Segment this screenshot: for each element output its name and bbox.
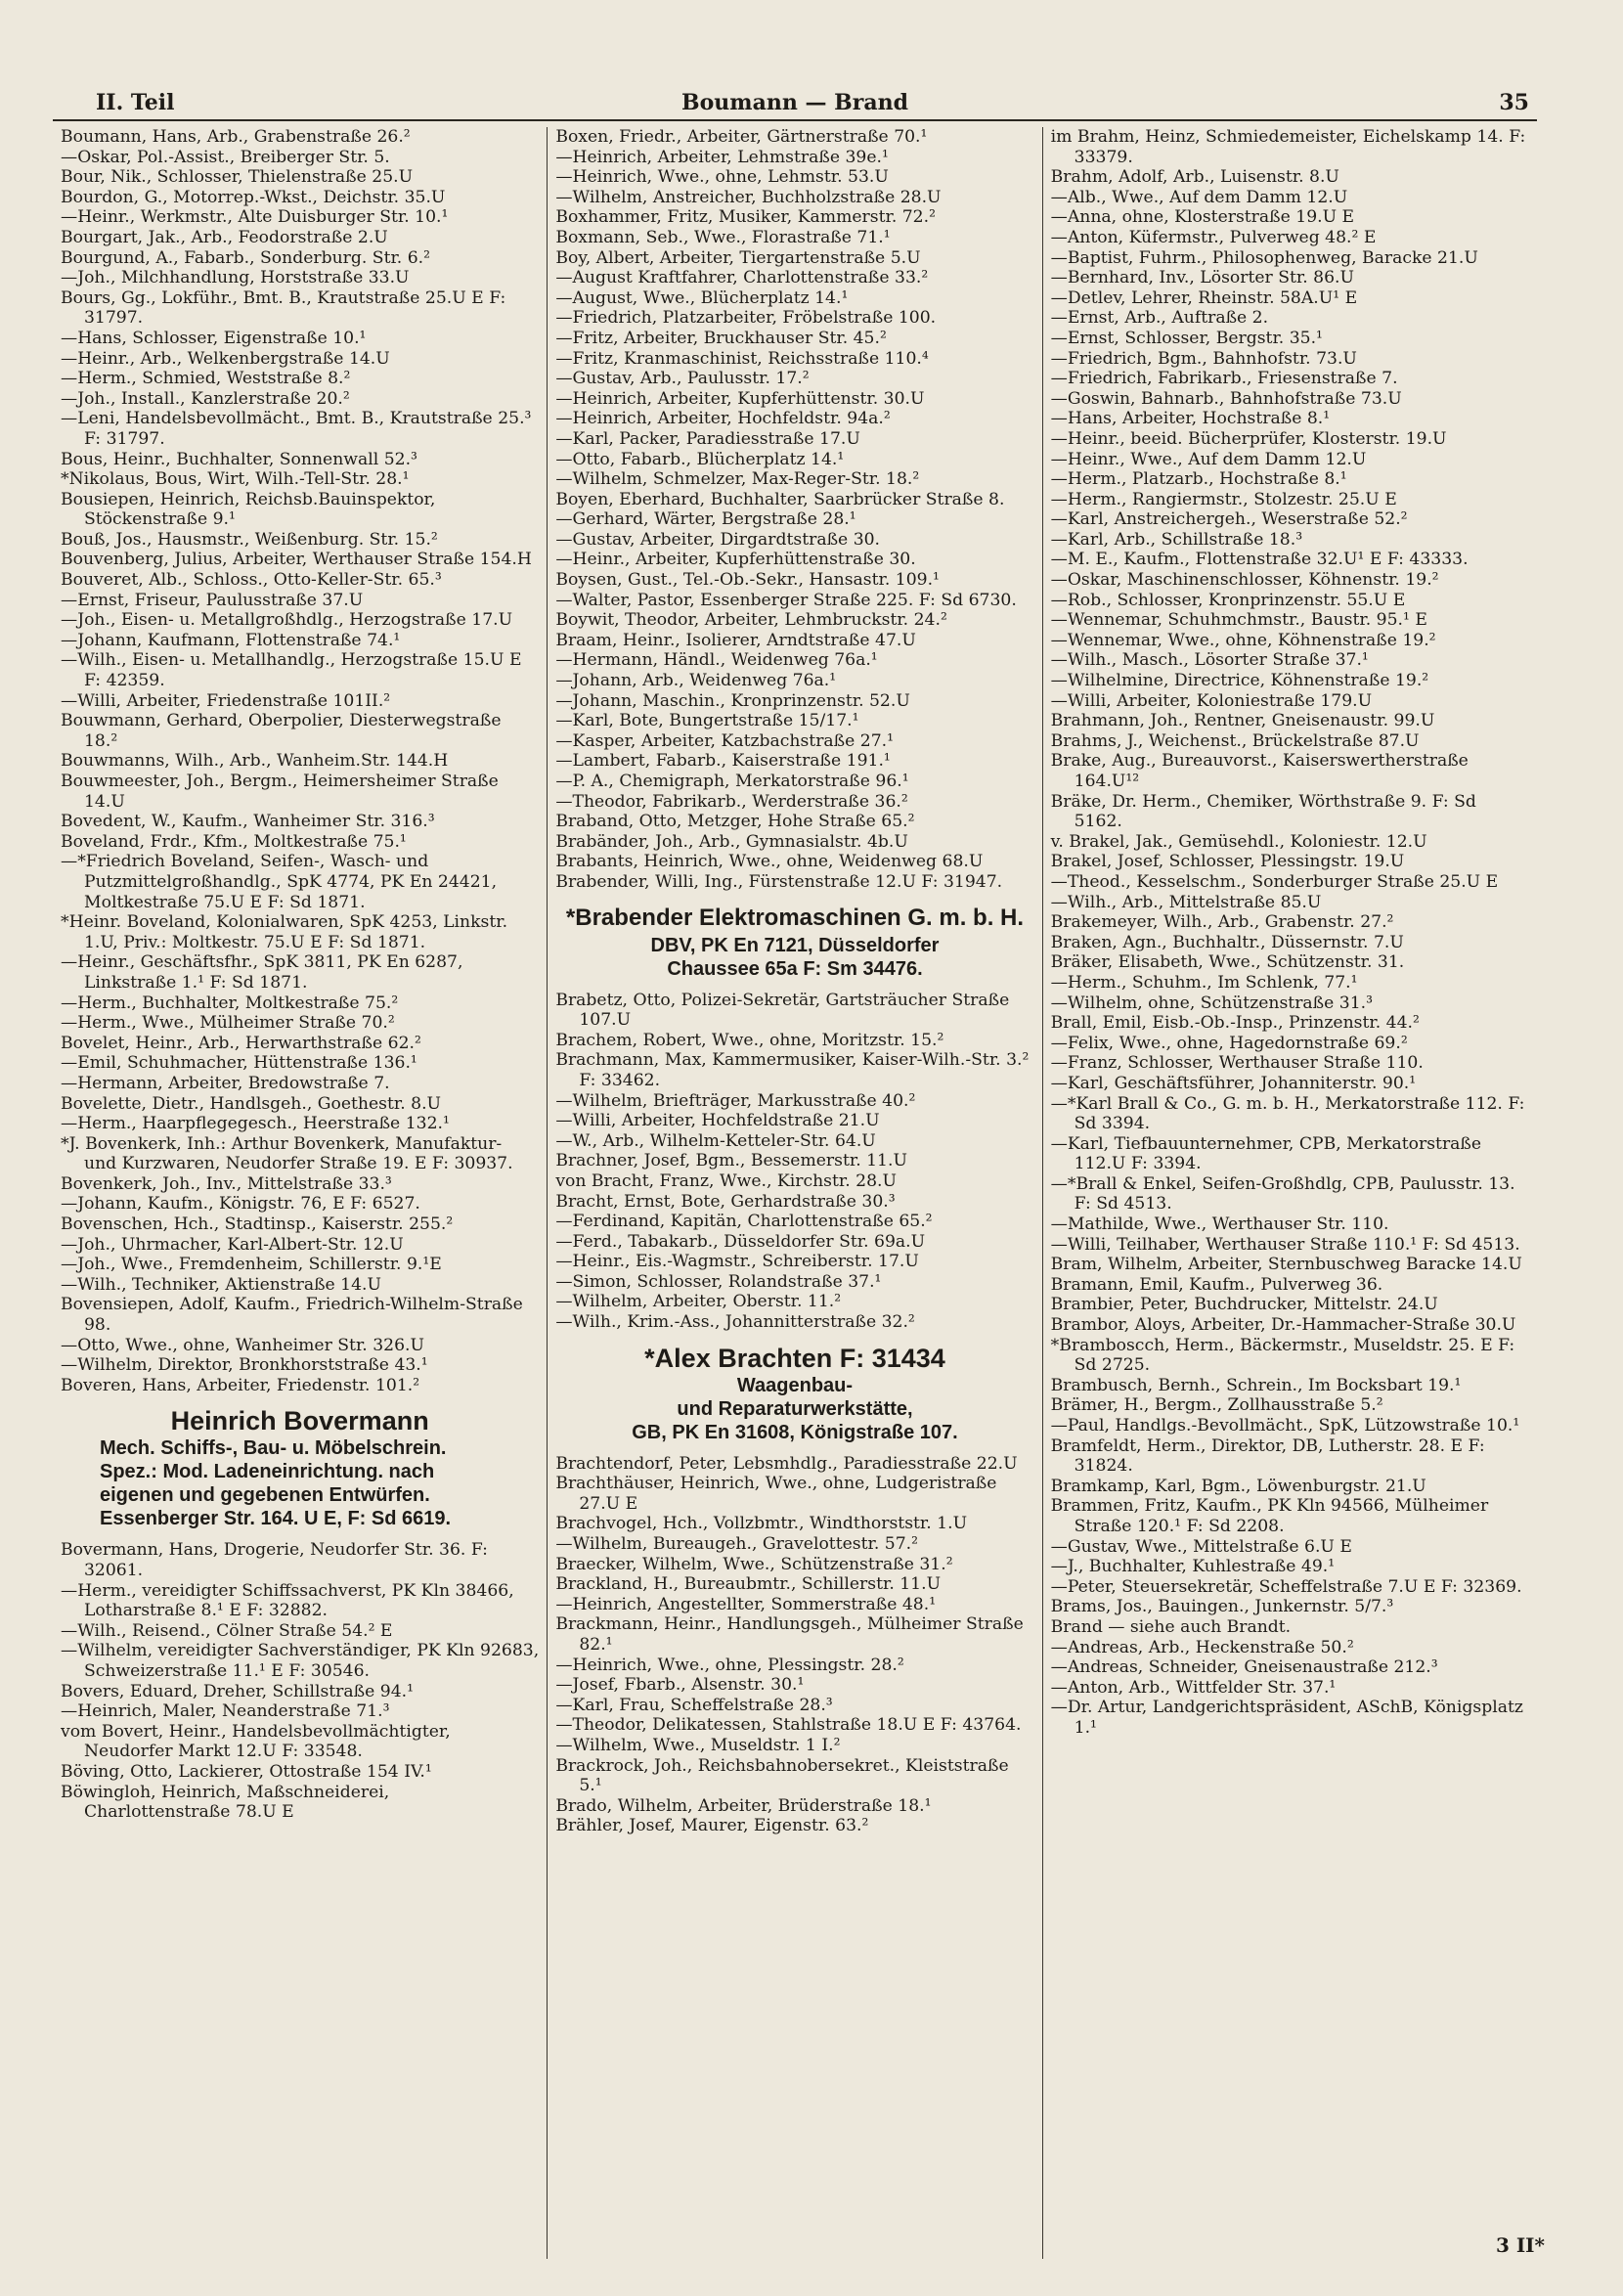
directory-entry: Brabants, Heinrich, Wwe., ohne, Weidenweg 68.U — [555, 852, 984, 872]
advertisement-brachten — [555, 1343, 1033, 1444]
ad-line: DBV, PK En 7121, Düsseldorfer — [650, 934, 940, 956]
directory-entry: Bramfeldt, Herm., Direktor, DB, Lutherstr. 28. E F: 31824. — [1050, 1435, 1485, 1477]
directory-entry: Brambusch, Bernh., Schrein., Im Bocksbart 19.¹ — [1050, 1375, 1462, 1395]
directory-entry: —Heinrich, Wwe., ohne, Lehmstr. 53.U — [555, 167, 889, 188]
directory-entry: —Herm., Schmied, Weststraße 8.² — [61, 369, 351, 389]
directory-entry: Braecker, Wilhelm, Wwe., Schützenstraße 31.² — [555, 1554, 953, 1574]
directory-entry: Braband, Otto, Metzger, Hohe Straße 65.² — [555, 812, 915, 832]
directory-entry: —M. E., Kaufm., Flottenstraße 32.U¹ E F: 43333. — [1050, 550, 1469, 570]
directory-entry: —Heinr., beeid. Bücherprüfer, Klosterstr. 19.U — [1050, 428, 1447, 449]
column-2-entries-top — [555, 127, 1033, 893]
ad-line: Mech. Schiffs-, Bau- u. Möbelschrein. — [100, 1437, 447, 1460]
directory-entry: —Heinr., Werkmstr., Alte Duisburger Str. 10.¹ — [61, 207, 449, 228]
directory-entry: —Heinrich, Arbeiter, Lehmstraße 39e.¹ — [555, 147, 889, 167]
directory-entry: —Baptist, Fuhrm., Philosophenweg, Baracke 21.U — [1050, 247, 1478, 268]
directory-entry: —Emil, Schuhmacher, Hüttenstraße 136.¹ — [61, 1053, 417, 1074]
directory-entry: Brahm, Adolf, Arb., Luisenstr. 8.U — [1050, 167, 1339, 188]
directory-entry: —Lambert, Fabarb., Kaiserstraße 191.¹ — [555, 751, 891, 772]
directory-entry: —Hans, Schlosser, Eigenstraße 10.¹ — [61, 328, 367, 348]
directory-entry: Brammen, Fritz, Kaufm., PK Kln 94566, Mülheimer Straße 120.¹ F: Sd 2208. — [1050, 1496, 1489, 1536]
directory-entry: Bovenschen, Hch., Stadtinsp., Kaiserstr. 255.² — [61, 1214, 454, 1235]
directory-entry: —Wilhelm, Direktor, Bronkhorststraße 43.¹ — [61, 1355, 428, 1376]
directory-entry: Bourgart, Jak., Arb., Feodorstraße 2.U — [61, 227, 388, 247]
directory-entry: —Anton, Arb., Wittfelder Str. 37.¹ — [1050, 1677, 1337, 1698]
directory-entry: —Peter, Steuersekretär, Scheffelstraße 7.U E F: 32369. — [1050, 1576, 1522, 1597]
directory-entry: —Willi, Arbeiter, Hochfeldstraße 21.U — [555, 1111, 880, 1131]
page-header — [53, 86, 1537, 121]
directory-entry: —Ernst, Arb., Auftraße 2. — [1050, 308, 1269, 329]
directory-entry: —Wilhelmine, Directrice, Köhnenstraße 19.² — [1050, 671, 1429, 691]
directory-entry: —Wilh., Arb., Mittelstraße 85.U — [1050, 892, 1322, 912]
directory-entry: Brabetz, Otto, Polizei-Sekretär, Gartsträucher Straße 107.U — [555, 990, 1010, 1031]
directory-entry: —Anton, Küfermstr., Pulverweg 48.² E — [1050, 227, 1377, 247]
directory-entry: —Karl, Bote, Bungertstraße 15/17.¹ — [555, 711, 859, 731]
header-running-title: Boumann — Brand — [681, 90, 908, 115]
directory-entry: Bräker, Elisabeth, Wwe., Schützenstr. 31. — [1050, 952, 1405, 973]
directory-entry: —Johann, Kaufm., Königstr. 76, E F: 6527. — [61, 1194, 420, 1214]
directory-entry: —Ernst, Schlosser, Bergstr. 35.¹ — [1050, 328, 1323, 348]
directory-entry: —Rob., Schlosser, Kronprinzenstr. 55.U E — [1050, 590, 1406, 610]
directory-entry: —Theodor, Delikatessen, Stahlstraße 18.U E F: 43764. — [555, 1715, 1022, 1736]
page-number: 35 — [1499, 90, 1529, 115]
directory-entry: —Fritz, Kranmaschinist, Reichsstraße 110.⁴ — [555, 348, 929, 369]
directory-entry: —Herm., Wwe., Mülheimer Straße 70.² — [61, 1013, 395, 1034]
directory-entry: —Gustav, Arbeiter, Dirgardtstraße 30. — [555, 529, 881, 550]
directory-entry: Brakemeyer, Wilh., Arb., Grabenstr. 27.² — [1050, 912, 1394, 933]
directory-entry: Bouwmeester, Joh., Bergm., Heimersheimer Straße 14.U — [61, 772, 499, 812]
directory-entry: Brachtendorf, Peter, Lebsmhdlg., Paradiesstraße 22.U — [555, 1453, 1018, 1474]
directory-entry: Brackrock, Joh., Reichsbahnobersekret., Kleiststraße 5.¹ — [555, 1755, 1009, 1796]
directory-entry: Brake, Aug., Bureauvorst., Kaiserswertherstraße 164.U¹² — [1050, 751, 1469, 791]
directory-entry: —Wilh., Masch., Lösorter Straße 37.¹ — [1050, 650, 1369, 671]
directory-entry: —Heinr., Arbeiter, Kupferhüttenstraße 30. — [555, 550, 916, 570]
directory-entry: Bovenkerk, Joh., Inv., Mittelstraße 33.³ — [61, 1173, 392, 1194]
directory-entry: —Wilh., Eisen- u. Metallhandlg., Herzogstraße 15.U E F: 42359. — [61, 650, 522, 691]
directory-entry: —Oskar, Pol.-Assist., Breiberger Str. 5. — [61, 147, 390, 167]
directory-entry: —Detlev, Lehrer, Rheinstr. 58A.U¹ E — [1050, 287, 1358, 308]
directory-entry: —*Friedrich Boveland, Seifen-, Wasch- und Putzmittelgroßhandlg., SpK 4774, PK En 24421, Moltkestraße 75.U E F: Sd 1871. — [61, 852, 498, 912]
directory-entry: —Heinrich, Arbeiter, Hochfeldstr. 94a.² — [555, 409, 891, 429]
column-3-entries — [1051, 127, 1529, 1739]
directory-entry: —Theod., Kesselschm., Sonderburger Straße 25.U E — [1050, 871, 1499, 892]
directory-entry: —J., Buchhalter, Kuhlestraße 49.¹ — [1050, 1557, 1336, 1577]
directory-entry: —Otto, Fabarb., Blücherplatz 14.¹ — [555, 449, 845, 469]
directory-entry: —Ferd., Tabakarb., Düsseldorfer Str. 69a.U — [555, 1231, 926, 1252]
ad-title: *Alex Brachten F: 31434 — [644, 1343, 945, 1373]
page-signature: 3 II* — [1495, 2233, 1545, 2257]
directory-entry: —Wilhelm, vereidigter Sachverständiger, PK Kln 92683, Schweizerstraße 11.¹ E F: 30546. — [61, 1641, 540, 1681]
directory-entry: Bräke, Dr. Herm., Chemiker, Wörthstraße 9. F: Sd 5162. — [1050, 791, 1476, 832]
directory-entry: —Heinrich, Maler, Neanderstraße 71.³ — [61, 1701, 390, 1722]
ad-lines — [555, 934, 1033, 981]
ad-line: Spez.: Mod. Ladeneinrichtung. nach — [100, 1461, 435, 1483]
directory-entry: Böwingloh, Heinrich, Maßschneiderei, Charlottenstraße 78.U E — [61, 1782, 390, 1823]
directory-entry: —Friedrich, Bgm., Bahnhofstr. 73.U — [1050, 348, 1357, 369]
directory-entry: —Gerhard, Wärter, Bergstraße 28.¹ — [555, 509, 856, 530]
ad-line: Essenberger Str. 164. U E, F: Sd 6619. — [100, 1508, 452, 1530]
directory-entry: Brachner, Josef, Bgm., Bessemerstr. 11.U — [555, 1151, 907, 1171]
directory-entry: —Hans, Arbeiter, Hochstraße 8.¹ — [1050, 409, 1331, 429]
directory-entry: Brand — siehe auch Brandt. — [1050, 1616, 1292, 1637]
column-2 — [547, 127, 1041, 2259]
directory-entry: —Wilhelm, Wwe., Museldstr. 1 I.² — [555, 1735, 841, 1755]
directory-entry: Brachmann, Max, Kammermusiker, Kaiser-Wilh.-Str. 3.² F: 33462. — [555, 1050, 1030, 1090]
directory-entry: —Alb., Wwe., Auf dem Damm 12.U — [1050, 187, 1348, 207]
directory-entry: Bramkamp, Karl, Bgm., Löwenburgstr. 21.U — [1050, 1476, 1426, 1496]
directory-entry: —Theodor, Fabrikarb., Werderstraße 36.² — [555, 791, 908, 812]
directory-entry: Bovensiepen, Adolf, Kaufm., Friedrich-Wilhelm-Straße 98. — [61, 1295, 523, 1336]
directory-entry: Boveren, Hans, Arbeiter, Friedenstr. 101.² — [61, 1375, 420, 1395]
directory-entry: —Willi, Arbeiter, Friedenstraße 101II.² — [61, 690, 391, 711]
directory-entry: Bouveret, Alb., Schloss., Otto-Keller-Str. 65.³ — [61, 570, 442, 591]
directory-entry: —Heinrich, Wwe., ohne, Plessingstr. 28.² — [555, 1655, 904, 1675]
ad-title: Heinrich Bovermann — [170, 1406, 429, 1436]
directory-entry: Bousiepen, Heinrich, Reichsb.Bauinspektor, Stöckenstraße 9.¹ — [61, 489, 436, 530]
directory-entry: —Joh., Uhrmacher, Karl-Albert-Str. 12.U — [61, 1234, 404, 1255]
directory-entry: —Karl, Arb., Schillstraße 18.³ — [1050, 529, 1303, 550]
directory-entry: —Josef, Fbarb., Alsenstr. 30.¹ — [555, 1675, 805, 1696]
directory-entry: Brahms, J., Weichenst., Brückelstraße 87.U — [1050, 730, 1420, 751]
ad-line: und Reparaturwerkstätte, — [677, 1397, 913, 1420]
directory-entry: —Karl, Geschäftsführer, Johanniterstr. 90.¹ — [1050, 1073, 1417, 1093]
directory-entry: —Gustav, Arb., Paulusstr. 17.² — [555, 369, 810, 389]
directory-entry: —Karl, Tiefbauunternehmer, CPB, Merkatorstraße 112.U F: 3394. — [1050, 1133, 1482, 1174]
directory-entry: Boxen, Friedr., Arbeiter, Gärtnerstraße 70.¹ — [555, 127, 928, 147]
directory-entry: —Heinrich, Arbeiter, Kupferhüttenstr. 30.U — [555, 388, 925, 409]
directory-entry: —Karl, Packer, Paradiesstraße 17.U — [555, 428, 860, 449]
directory-entry: —Friedrich, Fabrikarb., Friesenstraße 7. — [1050, 369, 1398, 389]
directory-entry: Bovedent, W., Kaufm., Wanheimer Str. 316.³ — [61, 812, 435, 832]
directory-entry: —Joh., Eisen- u. Metallgroßhdlg., Herzogstraße 17.U — [61, 610, 513, 631]
directory-entry: —Leni, Handelsbevollmächt., Bmt. B., Krautstraße 25.³ F: 31797. — [61, 409, 532, 449]
directory-entry: Bram, Wilhelm, Arbeiter, Sternbuschweg Baracke 14.U — [1050, 1255, 1522, 1275]
directory-entry: Bouvenberg, Julius, Arbeiter, Werthauser Straße 154.H — [61, 550, 532, 570]
directory-entry: —Wilh., Reisend., Cölner Straße 54.² E — [61, 1620, 393, 1641]
directory-entry: von Bracht, Franz, Wwe., Kirchstr. 28.U — [555, 1170, 897, 1191]
directory-entry: Bouwmann, Gerhard, Oberpolier, Diesterwegstraße 18.² — [61, 711, 502, 751]
directory-entry: Boxmann, Seb., Wwe., Florastraße 71.¹ — [555, 227, 891, 247]
directory-entry: —Fritz, Arbeiter, Bruckhauser Str. 45.² — [555, 328, 887, 348]
directory-entry: —Andreas, Arb., Heckenstraße 50.² — [1050, 1637, 1354, 1657]
directory-entry: Brado, Wilhelm, Arbeiter, Brüderstraße 18.¹ — [555, 1795, 932, 1816]
directory-entry: —Kasper, Arbeiter, Katzbachstraße 27.¹ — [555, 730, 895, 751]
directory-entry: *J. Bovenkerk, Inh.: Arthur Bovenkerk, Manufaktur- und Kurzwaren, Neudorfer Straße 19. E F: 30937. — [61, 1133, 513, 1174]
directory-entry: —Walter, Pastor, Essenberger Straße 225. F: Sd 6730. — [555, 590, 1017, 610]
directory-entry: Boxhammer, Fritz, Musiker, Kammerstr. 72.² — [555, 207, 936, 228]
ad-title: *Brabender Elektromaschinen G. m. b. H. — [565, 904, 1025, 931]
directory-entry: Bovelette, Dietr., Handlsgeh., Goethestr. 8.U — [61, 1093, 442, 1114]
directory-entry: —*Brall & Enkel, Seifen-Großhdlg, CPB, Paulusstr. 13. F: Sd 4513. — [1050, 1173, 1515, 1214]
directory-entry: —Herm., Schuhm., Im Schlenk, 77.¹ — [1050, 972, 1358, 993]
directory-entry: —Simon, Schlosser, Rolandstraße 37.¹ — [555, 1271, 882, 1292]
column-3 — [1042, 127, 1537, 2259]
directory-entry: —Herm., Rangiermstr., Stolzestr. 25.U E — [1050, 489, 1397, 509]
directory-entry: —Ferdinand, Kapitän, Charlottenstraße 65.² — [555, 1212, 933, 1232]
directory-entry: —Dr. Artur, Landgerichtspräsident, ASchB, Königsplatz 1.¹ — [1050, 1698, 1523, 1738]
directory-entry: Braam, Heinr., Isolierer, Arndtstraße 47.U — [555, 630, 916, 650]
directory-entry: —Johann, Maschin., Kronprinzenstr. 52.U — [555, 690, 910, 711]
ad-line: Chaussee 65a F: Sm 34476. — [667, 957, 923, 980]
header-section: II. Teil — [96, 90, 175, 115]
directory-entry: —Anna, ohne, Klosterstraße 19.U E — [1050, 207, 1355, 228]
directory-entry: —Joh., Wwe., Fremdenheim, Schillerstr. 9.¹E — [61, 1255, 442, 1275]
directory-entry: Bourdon, G., Motorrep.-Wkst., Deichstr. 35.U — [61, 187, 446, 207]
directory-entry: Brambier, Peter, Buchdrucker, Mittelstr. 24.U — [1050, 1295, 1438, 1315]
directory-entry: Brabänder, Joh., Arb., Gymnasialstr. 4b.U — [555, 831, 908, 852]
directory-entry: Bramann, Emil, Kaufm., Pulverweg 36. — [1050, 1274, 1383, 1295]
directory-entry: Boumann, Hans, Arb., Grabenstraße 26.² — [61, 127, 411, 147]
directory-entry: —Johann, Kaufmann, Flottenstraße 74.¹ — [61, 630, 401, 650]
directory-entry: —Karl, Anstreichergeh., Weserstraße 52.² — [1050, 509, 1408, 530]
directory-entry: Bouwmanns, Wilh., Arb., Wanheim.Str. 144.H — [61, 751, 449, 772]
directory-entry: —August, Wwe., Blücherplatz 14.¹ — [555, 287, 849, 308]
ad-line: Waagenbau- — [736, 1374, 854, 1396]
directory-entry: —Wilh., Techniker, Aktienstraße 14.U — [61, 1274, 382, 1295]
directory-entry: —P. A., Chemigraph, Merkatorstraße 96.¹ — [555, 772, 909, 791]
directory-entry: Boy, Albert, Arbeiter, Tiergartenstraße 5.U — [555, 247, 921, 268]
directory-entry: Brahmann, Joh., Rentner, Gneisenaustr. 99.U — [1050, 711, 1435, 731]
directory-entry: —Wilhelm, ohne, Schützenstraße 31.³ — [1050, 993, 1374, 1013]
advertisement-brabender — [555, 903, 1033, 981]
directory-entry: Brähler, Josef, Maurer, Eigenstr. 63.² — [555, 1816, 869, 1836]
directory-entry: Braken, Agn., Buchhaltr., Düssernstr. 7.U — [1050, 932, 1404, 952]
directory-entry: —Wilhelm, Bureaugeh., Gravelottestr. 57.² — [555, 1534, 918, 1555]
directory-entry: Bracht, Ernst, Bote, Gerhardstraße 30.³ — [555, 1191, 896, 1212]
directory-entry: —Goswin, Bahnarb., Bahnhofstraße 73.U — [1050, 388, 1402, 409]
directory-entry: —Franz, Schlosser, Werthauser Straße 110. — [1050, 1053, 1424, 1074]
directory-entry: —Friedrich, Platzarbeiter, Fröbelstraße 100. — [555, 308, 937, 329]
column-2-entries-bottom — [555, 1454, 1033, 1836]
directory-entry: —Johann, Arb., Weidenweg 76a.¹ — [555, 671, 837, 691]
directory-entry: —Herm., Platzarb., Hochstraße 8.¹ — [1050, 469, 1347, 490]
directory-entry: Brall, Emil, Eisb.-Ob.-Insp., Prinzenstr. 44.² — [1050, 1013, 1420, 1034]
directory-entry: —Herm., Buchhalter, Moltkestraße 75.² — [61, 993, 399, 1013]
ad-line: eigenen und gegebenen Entwürfen. — [100, 1484, 430, 1507]
directory-entry: Bovers, Eduard, Dreher, Schillstraße 94.¹ — [61, 1681, 414, 1701]
directory-entry: Brackland, H., Bureaubmtr., Schillerstr. 11.U — [555, 1574, 942, 1595]
directory-entry: —Otto, Wwe., ohne, Wanheimer Str. 326.U — [61, 1335, 424, 1355]
advertisement-bovermann — [61, 1405, 539, 1530]
directory-entry: —W., Arb., Wilhelm-Ketteler-Str. 64.U — [555, 1130, 876, 1151]
directory-entry: Bourgund, A., Fabarb., Sonderburg. Str. 6.² — [61, 247, 431, 268]
directory-entry: Bovelet, Heinr., Arb., Herwarthstraße 62.² — [61, 1033, 421, 1053]
directory-entry: Boveland, Frdr., Kfm., Moltkestraße 75.¹ — [61, 831, 407, 852]
directory-entry: Böving, Otto, Lackierer, Ottostraße 154 IV.¹ — [61, 1761, 432, 1782]
directory-entry: —Hermann, Händl., Weidenweg 76a.¹ — [555, 650, 878, 671]
column-1-entries-bottom — [61, 1540, 539, 1822]
directory-entry: —Wennemar, Schuhmchmstr., Baustr. 95.¹ E — [1050, 610, 1427, 631]
directory-entry: *Heinr. Boveland, Kolonialwaren, SpK 4253, Linkstr. 1.U, Priv.: Moltkestr. 75.U E F: Sd 1871. — [61, 912, 508, 952]
directory-entry: —Wennemar, Wwe., ohne, Köhnenstraße 19.² — [1050, 630, 1436, 650]
ad-line: GB, PK En 31608, Königstraße 107. — [632, 1421, 958, 1443]
directory-entry: Brämer, H., Bergm., Zollhausstraße 5.² — [1050, 1395, 1383, 1416]
directory-entry: —Willi, Teilhaber, Werthauser Straße 110.¹ F: Sd 4513. — [1050, 1234, 1520, 1255]
directory-entry: —Joh., Install., Kanzlerstraße 20.² — [61, 388, 350, 409]
directory-entry: —Wilhelm, Anstreicher, Buchholzstraße 28.U — [555, 187, 942, 207]
directory-entry: Brambor, Aloys, Arbeiter, Dr.-Hammacher-Straße 30.U — [1050, 1315, 1516, 1336]
directory-entry: —Heinr., Geschäftsfhr., SpK 3811, PK En 6287, Linkstraße 1.¹ F: Sd 1871. — [61, 952, 463, 993]
directory-entry: Boywit, Theodor, Arbeiter, Lehmbruckstr. 24.² — [555, 610, 947, 631]
directory-entry: —Andreas, Schneider, Gneisenaustraße 212.³ — [1050, 1657, 1438, 1678]
directory-entry: —Bernhard, Inv., Lösorter Str. 86.U — [1050, 268, 1354, 288]
directory-entry: —Paul, Handlgs.-Bevollmächt., SpK, Lützowstraße 10.¹ — [1050, 1416, 1520, 1435]
column-1-entries-top — [61, 127, 539, 1395]
directory-entry: —Heinrich, Angestellter, Sommerstraße 48.¹ — [555, 1594, 937, 1614]
directory-entry: —Felix, Wwe., ohne, Hagedornstraße 69.² — [1050, 1033, 1408, 1053]
directory-entry: —Wilh., Krim.-Ass., Johannitterstraße 32.² — [555, 1312, 915, 1333]
directory-entry: —Joh., Milchhandlung, Horststraße 33.U — [61, 268, 410, 288]
directory-entry: —Willi, Arbeiter, Koloniestraße 179.U — [1050, 690, 1373, 711]
ad-lines — [61, 1436, 539, 1530]
directory-entry: v. Brakel, Jak., Gemüsehdl., Koloniestr. 12.U — [1050, 831, 1427, 852]
directory-entry: —Mathilde, Wwe., Werthauser Str. 110. — [1050, 1214, 1389, 1235]
directory-entry: *Bramboscch, Herm., Bäckermstr., Museldstr. 25. E F: Sd 2725. — [1050, 1335, 1515, 1376]
directory-entry: *Nikolaus, Bous, Wirt, Wilh.-Tell-Str. 28.¹ — [61, 469, 410, 490]
directory-entry: —Herm., Haarpflegegesch., Heerstraße 132.¹ — [61, 1114, 450, 1134]
directory-entry: —Karl, Frau, Scheffelstraße 28.³ — [555, 1695, 833, 1715]
directory-entry: —Wilhelm, Briefträger, Markusstraße 40.² — [555, 1090, 916, 1111]
directory-entry: —Wilhelm, Arbeiter, Oberstr. 11.² — [555, 1292, 842, 1312]
directory-entry: —Heinr., Eis.-Wagmstr., Schreiberstr. 17.U — [555, 1252, 919, 1272]
directory-entry: —Gustav, Wwe., Mittelstraße 6.U E — [1050, 1536, 1352, 1557]
directory-entry: vom Bovert, Heinr., Handelsbevollmächtigter, Neudorfer Markt 12.U F: 33548. — [61, 1721, 451, 1762]
directory-entry: Brackmann, Heinr., Handlungsgeh., Mülheimer Straße 82.¹ — [555, 1614, 1024, 1655]
directory-entry: —Oskar, Maschinenschlosser, Köhnenstr. 19.² — [1050, 570, 1439, 591]
directory-entry: Brachem, Robert, Wwe., ohne, Moritzstr. 15.² — [555, 1030, 944, 1050]
directory-columns — [53, 127, 1537, 2259]
directory-entry: Brachthäuser, Heinrich, Wwe., ohne, Ludgeristraße 27.U E — [555, 1474, 997, 1514]
directory-entry: Brakel, Josef, Schlosser, Plessingstr. 19.U — [1050, 852, 1405, 872]
directory-entry: Bouß, Jos., Hausmstr., Weißenburg. Str. 15.² — [61, 529, 438, 550]
directory-entry: —Herm., vereidigter Schiffssachverst, PK Kln 38466, Lotharstraße 8.¹ E F: 32882. — [61, 1580, 514, 1621]
ad-lines — [555, 1374, 1033, 1444]
directory-entry: Boyen, Eberhard, Buchhalter, Saarbrücker Straße 8. — [555, 489, 1005, 509]
directory-entry: Boysen, Gust., Tel.-Ob.-Sekr., Hansastr. 109.¹ — [555, 570, 940, 591]
directory-entry: Brachvogel, Hch., Vollzbmtr., Windthorststr. 1.U — [555, 1514, 968, 1534]
directory-entry: —Ernst, Friseur, Paulusstraße 37.U — [61, 590, 364, 610]
directory-entry: —Heinr., Wwe., Auf dem Damm 12.U — [1050, 449, 1367, 469]
directory-entry: Bours, Gg., Lokführ., Bmt. B., Krautstraße 25.U E F: 31797. — [61, 287, 506, 329]
directory-entry: im Brahm, Heinz, Schmiedemeister, Eichelskamp 14. F: 33379. — [1050, 127, 1526, 167]
directory-entry: —Hermann, Arbeiter, Bredowstraße 7. — [61, 1073, 390, 1093]
directory-entry: Bour, Nik., Schlosser, Thielenstraße 25.U — [61, 167, 414, 188]
directory-entry: Bous, Heinr., Buchhalter, Sonnenwall 52.³ — [61, 449, 417, 469]
column-1 — [53, 127, 547, 2259]
directory-entry: —August Kraftfahrer, Charlottenstraße 33.² — [555, 268, 929, 288]
directory-entry: Brabender, Willi, Ing., Fürstenstraße 12.U F: 31947. — [555, 871, 1003, 892]
column-2-entries-middle — [555, 991, 1033, 1333]
directory-entry: —Wilhelm, Schmelzer, Max-Reger-Str. 18.² — [555, 469, 920, 490]
directory-entry: Bovermann, Hans, Drogerie, Neudorfer Str. 36. F: 32061. — [61, 1540, 488, 1580]
directory-entry: —Heinr., Arb., Welkenbergstraße 14.U — [61, 348, 390, 369]
directory-entry: Brams, Jos., Bauingen., Junkernstr. 5/7.³ — [1050, 1597, 1394, 1617]
directory-entry: —*Karl Brall & Co., G. m. b. H., Merkatorstraße 112. F: Sd 3394. — [1050, 1093, 1525, 1134]
